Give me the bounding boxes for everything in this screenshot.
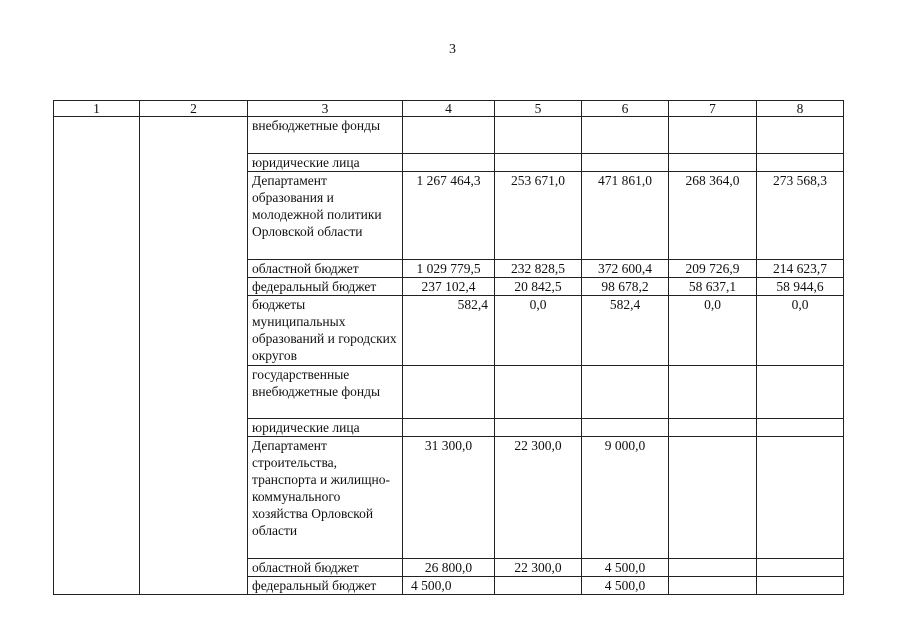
cell-year-3: 268 364,0	[669, 172, 757, 260]
row-description: областной бюджет	[248, 260, 403, 278]
cell-year-1: 232 828,5	[495, 260, 582, 278]
cell-total: 1 267 464,3	[403, 172, 495, 260]
cell-year-4: 0,0	[757, 296, 844, 366]
cell-year-4	[757, 154, 844, 172]
page-number: 3	[449, 42, 456, 57]
col2-merged-cell	[140, 117, 248, 595]
cell-total	[403, 117, 495, 154]
row-description: областной бюджет	[248, 559, 403, 577]
cell-total: 26 800,0	[403, 559, 495, 577]
cell-year-1	[495, 419, 582, 437]
cell-year-2: 9 000,0	[582, 437, 669, 559]
cell-year-1: 22 300,0	[495, 437, 582, 559]
cell-year-2	[582, 419, 669, 437]
budget-table	[53, 100, 844, 595]
cell-total: 237 102,4	[403, 278, 495, 296]
cell-year-3	[669, 117, 757, 154]
row-description: Департамент образования и молодежной политики Орловской области	[248, 172, 403, 260]
cell-total: 4 500,0	[403, 577, 495, 595]
cell-total	[403, 419, 495, 437]
cell-year-4	[757, 437, 844, 559]
cell-year-1	[495, 577, 582, 595]
cell-total	[403, 154, 495, 172]
row-description: юридические лица	[248, 154, 403, 172]
cell-year-2: 4 500,0	[582, 559, 669, 577]
cell-year-4	[757, 577, 844, 595]
cell-total: 31 300,0	[403, 437, 495, 559]
cell-year-3: 0,0	[669, 296, 757, 366]
header-cell-7: 7	[669, 101, 757, 117]
cell-year-4: 214 623,7	[757, 260, 844, 278]
cell-total: 582,4	[403, 296, 495, 366]
cell-year-1: 253 671,0	[495, 172, 582, 260]
cell-year-2	[582, 154, 669, 172]
cell-year-4: 273 568,3	[757, 172, 844, 260]
cell-year-3	[669, 577, 757, 595]
cell-year-2: 4 500,0	[582, 577, 669, 595]
header-cell-8: 8	[757, 101, 844, 117]
cell-year-3	[669, 419, 757, 437]
cell-year-1: 20 842,5	[495, 278, 582, 296]
cell-year-2: 582,4	[582, 296, 669, 366]
cell-year-2	[582, 117, 669, 154]
cell-total	[403, 366, 495, 419]
cell-year-3: 58 637,1	[669, 278, 757, 296]
header-cell-3: 3	[248, 101, 403, 117]
header-cell-6: 6	[582, 101, 669, 117]
cell-year-2	[582, 366, 669, 419]
cell-year-3	[669, 366, 757, 419]
cell-year-1: 22 300,0	[495, 559, 582, 577]
cell-year-2: 471 861,0	[582, 172, 669, 260]
header-cell-1: 1	[54, 101, 140, 117]
cell-year-3	[669, 559, 757, 577]
cell-year-1	[495, 154, 582, 172]
cell-year-4: 58 944,6	[757, 278, 844, 296]
row-description: бюджеты муниципальных образований и городских округов	[248, 296, 403, 366]
cell-year-4	[757, 419, 844, 437]
cell-year-3	[669, 154, 757, 172]
table-row	[54, 117, 844, 154]
cell-year-1: 0,0	[495, 296, 582, 366]
header-row	[54, 101, 844, 117]
header-cell-5: 5	[495, 101, 582, 117]
row-description: федеральный бюджет	[248, 278, 403, 296]
cell-total: 1 029 779,5	[403, 260, 495, 278]
cell-year-4	[757, 117, 844, 154]
cell-year-1	[495, 366, 582, 419]
header-cell-2: 2	[140, 101, 248, 117]
cell-year-3	[669, 437, 757, 559]
row-description: государственные внебюджетные фонды	[248, 366, 403, 419]
header-cell-4: 4	[403, 101, 495, 117]
cell-year-4	[757, 559, 844, 577]
cell-year-2: 372 600,4	[582, 260, 669, 278]
row-description: федеральный бюджет	[248, 577, 403, 595]
cell-year-3: 209 726,9	[669, 260, 757, 278]
row-description: внебюджетные фонды	[248, 117, 403, 154]
row-description: Департамент строительства, транспорта и жилищно-коммунального хозяйства Орловской области	[248, 437, 403, 559]
cell-year-4	[757, 366, 844, 419]
col1-merged-cell	[54, 117, 140, 595]
cell-year-2: 98 678,2	[582, 278, 669, 296]
row-description: юридические лица	[248, 419, 403, 437]
cell-year-1	[495, 117, 582, 154]
